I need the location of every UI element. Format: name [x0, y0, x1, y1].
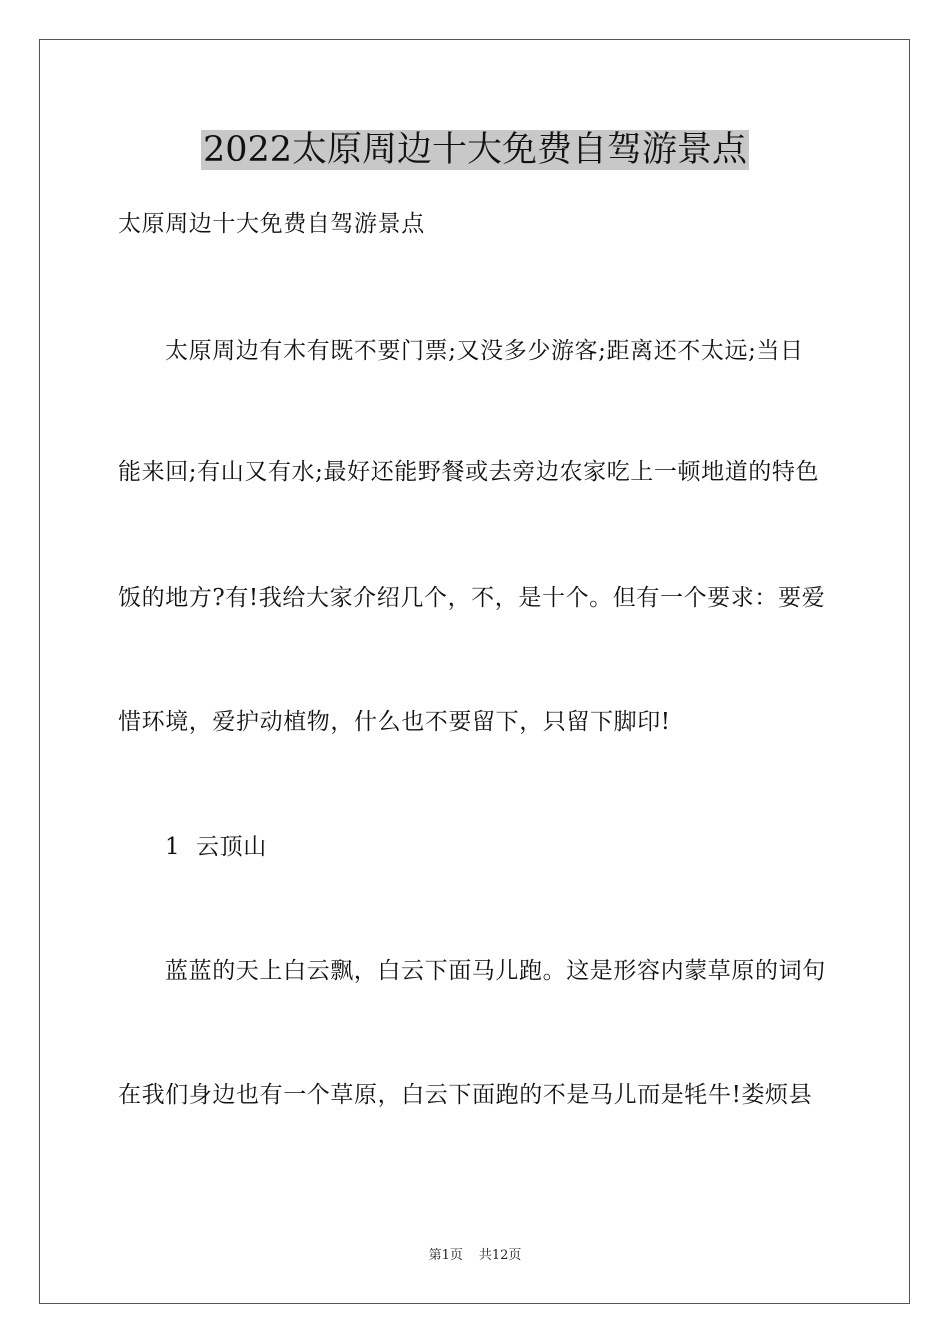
section-heading: 1 云顶山	[165, 834, 267, 860]
paragraph-line: 能来回;有山又有水;最好还能野餐或去旁边农家吃上一顿地道的特色	[118, 459, 820, 485]
page-total: 共12页	[478, 1248, 522, 1263]
document-subtitle: 太原周边十大免费自驾游景点	[118, 211, 425, 237]
page-number: 第1页	[428, 1248, 463, 1263]
paragraph-line: 太原周边有木有既不要门票;又没多少游客;距离还不太远;当日	[165, 338, 804, 364]
paragraph-line: 在我们身边也有一个草原，白云下面跑的不是马儿而是牦牛!娄烦县	[118, 1082, 813, 1108]
paragraph-line: 蓝蓝的天上白云飘，白云下面马儿跑。这是形容内蒙草原的词句	[165, 958, 826, 984]
paragraph-line: 饭的地方?有!我给大家介绍几个，不，是十个。但有一个要求：要爱	[118, 585, 826, 611]
paragraph-line: 惜环境，爱护动植物，什么也不要留下，只留下脚印!	[118, 709, 671, 735]
document-title-text: 2022太原周边十大免费自驾游景点	[202, 130, 748, 170]
page-footer	[0, 1246, 950, 1266]
document-title	[0, 125, 950, 175]
